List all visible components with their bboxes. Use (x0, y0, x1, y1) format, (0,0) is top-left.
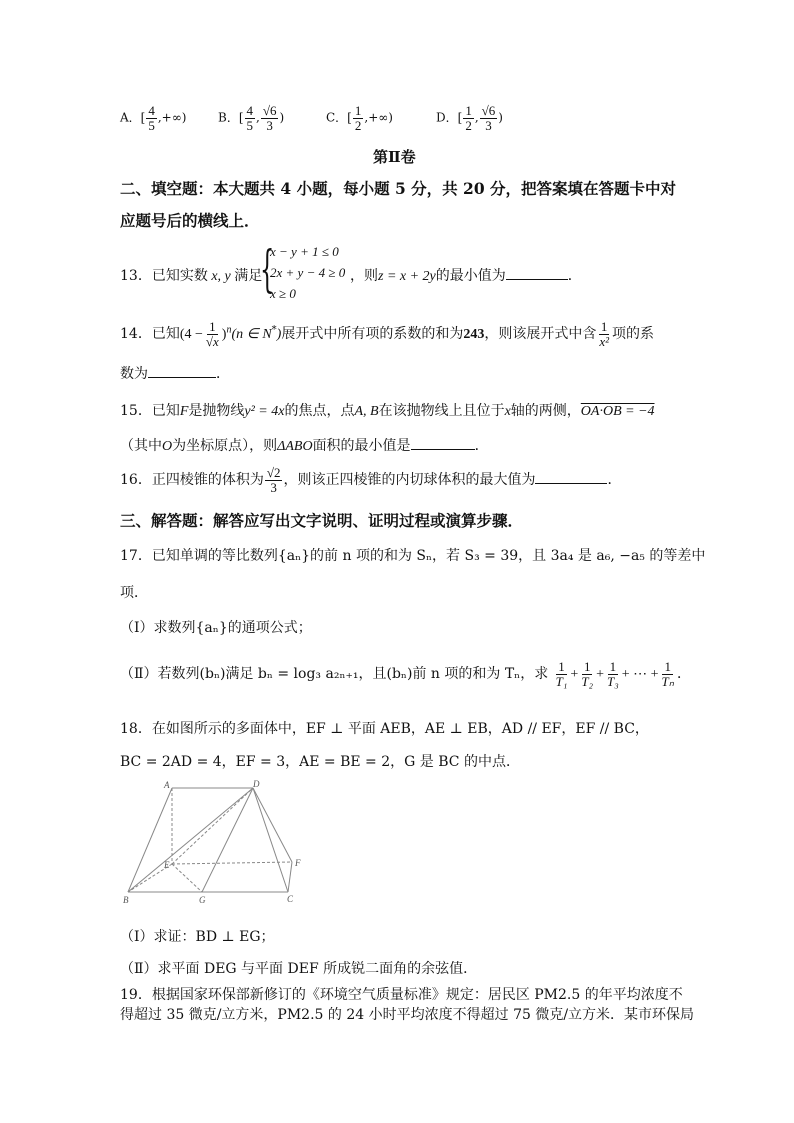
question-19-line2: 得超过 35 微克/立方米，PM2.5 的 24 小时平均浓度不得超过 75 微克/立方米．某市环保局 (120, 1007, 695, 1023)
question-14: 14．已知(4 − $\frac{1}{√x}$ )$^n$(n ∈ N*)展开式中所有项的系数的和为243，则该展开式中含 $\frac{1}{\text{x²}}$ 项的系 (120, 319, 655, 349)
constraint-brace: { (260, 240, 275, 298)
question-14-line2: 数为 ． (120, 363, 230, 383)
option-c: C．[ $\frac{1}{2}$ ,+∞) (326, 103, 393, 133)
label-e: E (164, 860, 170, 870)
constraint-3: x ≥ 0 (270, 286, 296, 301)
constraint-2: 2x + y − 4 ≥ 0 (270, 265, 346, 280)
answer-blank-14[interactable] (148, 363, 216, 378)
volume-title: 第Ⅱ卷 (373, 148, 416, 166)
question-17-line2: 项． (120, 585, 148, 601)
label-c: C (287, 894, 294, 904)
label-b: B (123, 895, 129, 905)
label-d: D (253, 780, 260, 789)
section-2-heading-line1: 二、填空题：本大题共 4 小题，每小题 5 分，共 20 分，把答案填在答题卡中对 (120, 179, 677, 198)
option-d: D．[ $\frac{1}{2}$ , $\frac{√6}{3}$ ) (436, 103, 503, 133)
question-19-line1: 19．根据国家环保部新修订的《环境空气质量标准》规定：居民区 PM2.5 的年平均浓度不 (120, 987, 683, 1003)
option-b: B．[ $\frac{4}{5}$ , $\frac{√6}{3}$ ) (218, 103, 285, 133)
question-17-part1: （Ⅰ）求数列{aₙ}的通项公式； (120, 620, 312, 636)
answer-blank-15[interactable] (411, 435, 475, 450)
dot-product: OA·OB = −4 (580, 404, 655, 419)
section-3-heading: 三、解答题：解答应写出文字说明、证明过程或演算步骤． (120, 511, 524, 530)
constraint-1: x − y + 1 ≤ 0 (270, 244, 339, 259)
question-16: 16．正四棱锥的体积为 $\frac{√2}{3}$ ，则该正四棱锥的内切球体积的最大值为 ． (120, 465, 622, 495)
label-f: F (295, 858, 301, 868)
label-g: G (199, 895, 206, 905)
section-2-heading-line2: 应题号后的横线上． (120, 211, 260, 230)
question-18-line2: BC = 2AD = 4，EF = 3，AE = BE = 2，G 是 BC 的中点． (120, 754, 520, 770)
question-18-part2: （Ⅱ）求平面 DEG 与平面 DEF 所成锐二面角的余弦值． (120, 961, 478, 977)
question-13: 13．已知实数 x, y 满足 { x − y + 1 ≤ 0 2x + y − 4 ≥ 0 x ≥ 0 ，则z = x + 2y的最小值为 ． (120, 241, 680, 303)
polyhedron-figure (120, 780, 310, 910)
label-a: A (164, 780, 170, 790)
question-15: 15．已知F是抛物线y² = 4x的焦点，点A, B在该抛物线上且位于x轴的两侧，OA·OB = −4 (120, 403, 655, 419)
question-17-line1: 17．已知单调的等比数列{aₙ}的前 n 项的和为 Sₙ，若 S₃ = 39，且 3a₄ 是 a₆, −a₅ 的等差中 (120, 548, 706, 564)
answer-blank-16[interactable] (535, 469, 607, 484)
question-15-line2: （其中O为坐标原点），则ΔABO面积的最小值是 ． (120, 435, 489, 455)
answer-blank-13[interactable] (506, 265, 568, 280)
question-18-line1: 18．在如图所示的多面体中，EF ⊥ 平面 AEB，AE ⊥ EB，AD // EF，EF // BC， (120, 721, 649, 737)
question-17-part2: （Ⅱ）若数列(bₙ)满足 bₙ = log₃ a₂ₙ₊₁，且(bₙ)前 n 项的和为 Tₙ，求 $\frac{1}{\text{T₁}}$ + $\frac{1}{\text{T₂}}$ + $\frac{1}{\text{T₃}}$ + ⋯ + $\frac{1}{\text{Tₙ}}$ ． (120, 659, 691, 689)
question-18-part1: （Ⅰ）求证：BD ⊥ EG； (120, 929, 275, 945)
option-a: A．[ $\frac{4}{5}$ ,+∞) (120, 103, 187, 133)
